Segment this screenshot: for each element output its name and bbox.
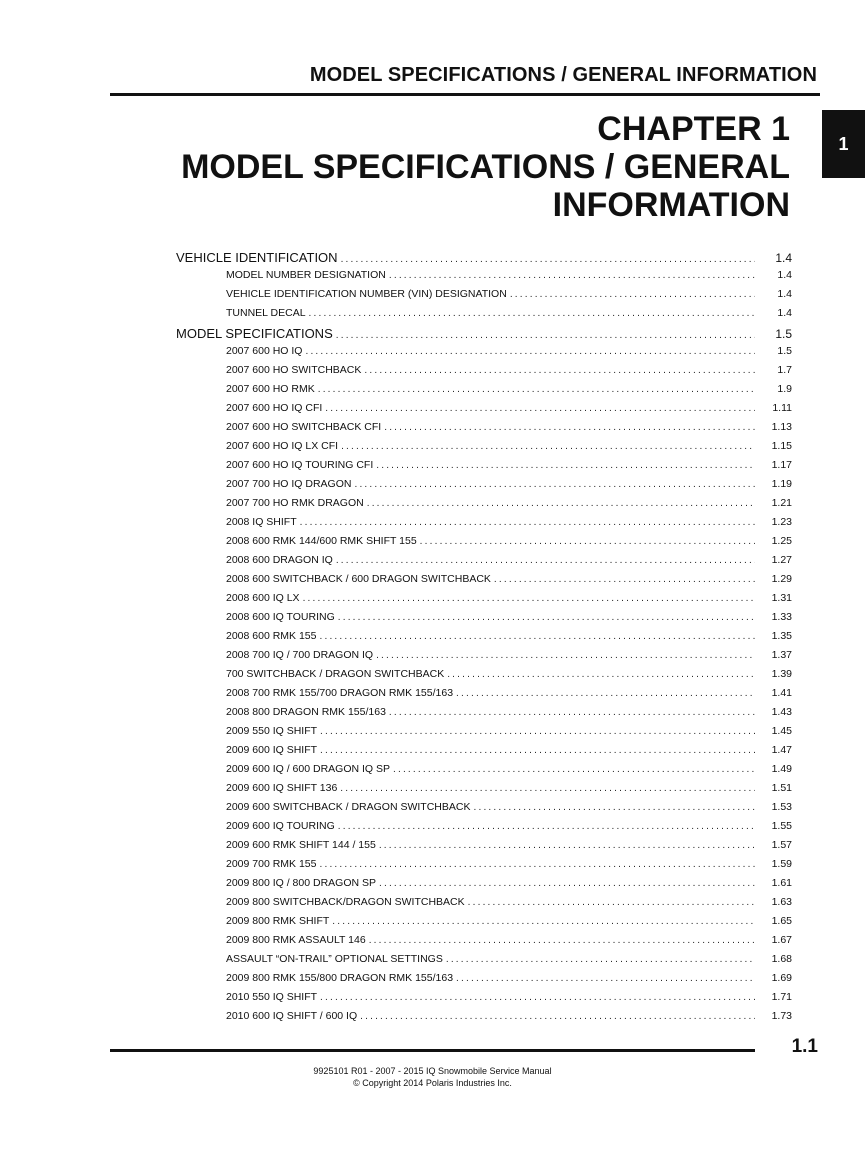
toc-subsection-entry[interactable] [0,896,865,915]
toc-entry-label: 2009 600 IQ TOURING [226,820,335,832]
toc-entry-label: 2009 600 SWITCHBACK / DRAGON SWITCHBACK [226,801,471,813]
toc-leader-dots [320,992,755,1003]
toc-subsection-entry[interactable] [0,421,865,440]
toc-subsection-entry[interactable] [0,402,865,421]
page-header-title: MODEL SPECIFICATIONS / GENERAL INFORMATION [309,64,817,86]
toc-entry-page: 1.61 [771,877,792,889]
toc-leader-dots [320,745,755,756]
toc-entry-page: 1.51 [771,782,792,794]
toc-subsection-entry[interactable] [0,307,865,326]
toc-leader-dots [420,536,755,547]
toc-subsection-entry[interactable] [0,611,865,630]
toc-entry-page: 1.27 [771,554,792,566]
toc-entry-page: 1.69 [771,972,792,984]
toc-subsection-entry[interactable] [0,763,865,782]
toc-leader-dots [320,726,755,737]
toc-entry-page: 1.5 [777,345,792,357]
toc-subsection-entry[interactable] [0,592,865,611]
toc-leader-dots [332,916,755,927]
chapter-title [181,110,790,224]
toc-section-entry[interactable] [0,326,865,345]
toc-entry-page: 1.55 [771,820,792,832]
toc-entry-label: TUNNEL DECAL [226,307,306,319]
toc-leader-dots [319,859,755,870]
toc-leader-dots [376,650,755,661]
toc-subsection-entry[interactable] [0,1010,865,1029]
toc-leader-dots [389,707,755,718]
toc-section-entry[interactable] [0,250,865,269]
toc-entry-page: 1.4 [777,288,792,300]
toc-entry-page: 1.45 [771,725,792,737]
toc-leader-dots [341,254,755,265]
toc-entry-page: 1.63 [771,896,792,908]
toc-leader-dots [338,612,755,623]
toc-leader-dots [384,422,755,433]
toc-leader-dots [341,441,755,452]
toc-entry-page: 1.4 [777,307,792,319]
toc-entry-label: 2008 600 DRAGON IQ [226,554,333,566]
toc-subsection-entry[interactable] [0,554,865,573]
header-rule [110,93,820,96]
toc-entry-label: 2007 600 HO IQ [226,345,303,357]
toc-entry-label: MODEL NUMBER DESIGNATION [226,269,386,281]
toc-entry-page: 1.31 [771,592,792,604]
toc-entry-label: 2007 600 HO RMK [226,383,315,395]
toc-leader-dots [447,669,755,680]
toc-entry-label: 2009 700 RMK 155 [226,858,317,870]
toc-entry-label: 2009 800 IQ / 800 DRAGON SP [226,877,376,889]
chapter-title-line: CHAPTER 1 [597,110,790,148]
toc-subsection-entry[interactable] [0,706,865,725]
footer-copyright: © Copyright 2014 Polaris Industries Inc. [353,1078,512,1088]
toc-leader-dots [338,821,755,832]
toc-leader-dots [510,289,755,300]
toc-entry-page: 1.15 [771,440,792,452]
toc-entry-page: 1.37 [771,649,792,661]
toc-entry-page: 1.57 [771,839,792,851]
toc-entry-page: 1.39 [771,668,792,680]
toc-entry-page: 1.33 [771,611,792,623]
toc-entry-label: 2008 600 SWITCHBACK / 600 DRAGON SWITCHBACK [226,573,491,585]
toc-entry-label: 2007 600 HO IQ CFI [226,402,323,414]
toc-subsection-entry[interactable] [0,497,865,516]
toc-leader-dots [319,631,755,642]
toc-entry-label: 700 SWITCHBACK / DRAGON SWITCHBACK [226,668,445,680]
toc-entry-label: 2009 800 SWITCHBACK/DRAGON SWITCHBACK [226,896,465,908]
toc-entry-label: 2008 600 RMK 155 [226,630,317,642]
toc-entry-label: 2009 800 RMK 155/800 DRAGON RMK 155/163 [226,972,454,984]
toc-leader-dots [318,384,755,395]
toc-entry-label: MODEL SPECIFICATIONS [176,326,333,341]
toc-subsection-entry[interactable] [0,744,865,763]
toc-entry-label: 2007 700 HO IQ DRAGON [226,478,352,490]
toc-subsection-entry[interactable] [0,478,865,497]
toc-leader-dots [336,555,755,566]
toc-entry-label: 2007 700 HO RMK DRAGON [226,497,364,509]
toc-entry-label: 2009 600 IQ / 600 DRAGON IQ SP [226,763,390,775]
toc-leader-dots [367,498,755,509]
toc-subsection-entry[interactable] [0,839,865,858]
toc-entry-page: 1.9 [777,383,792,395]
toc-subsection-entry[interactable] [0,991,865,1010]
toc-entry-label: 2009 600 RMK SHIFT 144 / 155 [226,839,376,851]
toc-subsection-entry[interactable] [0,516,865,535]
toc-leader-dots [393,764,755,775]
toc-entry-page: 1.25 [771,535,792,547]
chapter-tab: 1 [822,110,865,178]
toc-entry-page: 1.29 [771,573,792,585]
footer [0,1065,865,1089]
toc-leader-dots [473,802,755,813]
toc-subsection-entry[interactable] [0,364,865,383]
toc-subsection-entry[interactable] [0,535,865,554]
toc-subsection-entry[interactable] [0,972,865,991]
toc-entry-label: 2008 800 DRAGON RMK 155/163 [226,706,386,718]
toc-entry-label: 2008 IQ SHIFT [226,516,297,528]
toc-entry-page: 1.53 [771,801,792,813]
toc-entry-page: 1.67 [771,934,792,946]
toc-entry-page: 1.11 [772,402,792,414]
toc-entry-page: 1.65 [771,915,792,927]
toc-subsection-entry[interactable] [0,687,865,706]
toc-subsection-entry[interactable] [0,934,865,953]
toc-leader-dots [340,783,755,794]
toc-subsection-entry[interactable] [0,345,865,364]
toc-entry-label: 2010 600 IQ SHIFT / 600 IQ [226,1010,358,1022]
toc-entry-page: 1.59 [771,858,792,870]
toc-leader-dots [446,954,755,965]
toc-entry-label: 2008 700 RMK 155/700 DRAGON RMK 155/163 [226,687,454,699]
toc-entry-label: ASSAULT “ON-TRAIL” OPTIONAL SETTINGS [226,953,443,965]
table-of-contents [0,250,865,1029]
toc-entry-page: 1.43 [771,706,792,718]
toc-entry-page: 1.47 [771,744,792,756]
toc-entry-label: 2009 600 IQ SHIFT [226,744,318,756]
footer-manual-title: 9925101 R01 - 2007 - 2015 IQ Snowmobile Service Manual [313,1066,552,1076]
toc-leader-dots [300,517,755,528]
toc-subsection-entry[interactable] [0,630,865,649]
toc-leader-dots [364,365,755,376]
chapter-title-line: INFORMATION [552,186,790,224]
toc-entry-label: 2009 800 RMK SHIFT [226,915,330,927]
toc-leader-dots [354,479,755,490]
toc-leader-dots [369,935,755,946]
toc-leader-dots [379,840,755,851]
toc-entry-label: 2008 600 IQ TOURING [226,611,335,623]
toc-entry-label: 2010 550 IQ SHIFT [226,991,318,1003]
toc-entry-page: 1.13 [771,421,792,433]
toc-leader-dots [360,1011,755,1022]
toc-leader-dots [303,593,755,604]
toc-entry-page: 1.68 [771,953,792,965]
toc-leader-dots [389,270,755,281]
toc-entry-label: 2008 600 IQ LX [226,592,300,604]
toc-leader-dots [376,460,755,471]
toc-subsection-entry[interactable] [0,858,865,877]
toc-entry-page: 1.35 [771,630,792,642]
toc-entry-label: 2007 600 HO SWITCHBACK CFI [226,421,382,433]
toc-subsection-entry[interactable] [0,915,865,934]
toc-leader-dots [305,346,755,357]
toc-leader-dots [468,897,755,908]
toc-entry-label: 2008 700 IQ / 700 DRAGON IQ [226,649,374,661]
toc-entry-page: 1.21 [771,497,792,509]
toc-subsection-entry[interactable] [0,269,865,288]
toc-subsection-entry[interactable] [0,782,865,801]
page-number: 1.1 [791,1036,818,1057]
toc-entry-label: 2007 600 HO IQ TOURING CFI [226,459,374,471]
toc-entry-page: 1.4 [775,251,792,265]
chapter-title-line: MODEL SPECIFICATIONS / GENERAL [181,148,790,186]
toc-leader-dots [336,330,755,341]
toc-leader-dots [309,308,755,319]
toc-subsection-entry[interactable] [0,820,865,839]
toc-entry-label: 2007 600 HO IQ LX CFI [226,440,339,452]
toc-leader-dots [456,688,755,699]
toc-subsection-entry[interactable] [0,801,865,820]
toc-entry-page: 1.23 [771,516,792,528]
toc-entry-label: VEHICLE IDENTIFICATION NUMBER (VIN) DESIGNATION [226,288,507,300]
toc-subsection-entry[interactable] [0,440,865,459]
footer-rule [110,1049,755,1052]
toc-entry-page: 1.5 [775,327,792,341]
toc-entry-label: 2007 600 HO SWITCHBACK [226,364,362,376]
toc-leader-dots [456,973,755,984]
toc-subsection-entry[interactable] [0,288,865,307]
toc-entry-page: 1.41 [771,687,792,699]
toc-subsection-entry[interactable] [0,953,865,972]
toc-subsection-entry[interactable] [0,725,865,744]
toc-subsection-entry[interactable] [0,573,865,592]
toc-entry-label: 2009 550 IQ SHIFT [226,725,318,737]
toc-subsection-entry[interactable] [0,877,865,896]
toc-entry-label: 2009 600 IQ SHIFT 136 [226,782,338,794]
toc-entry-page: 1.7 [777,364,792,376]
toc-entry-page: 1.17 [771,459,792,471]
toc-subsection-entry[interactable] [0,649,865,668]
toc-leader-dots [325,403,755,414]
toc-entry-page: 1.19 [771,478,792,490]
toc-entry-label: 2008 600 RMK 144/600 RMK SHIFT 155 [226,535,417,547]
toc-entry-page: 1.4 [777,269,792,281]
toc-subsection-entry[interactable] [0,459,865,478]
toc-entry-label: 2009 800 RMK ASSAULT 146 [226,934,366,946]
toc-leader-dots [494,574,755,585]
toc-leader-dots [379,878,755,889]
toc-entry-page: 1.73 [771,1010,792,1022]
toc-entry-page: 1.49 [771,763,792,775]
toc-subsection-entry[interactable] [0,383,865,402]
toc-entry-label: VEHICLE IDENTIFICATION [176,250,338,265]
toc-subsection-entry[interactable] [0,668,865,687]
toc-entry-page: 1.71 [771,991,792,1003]
